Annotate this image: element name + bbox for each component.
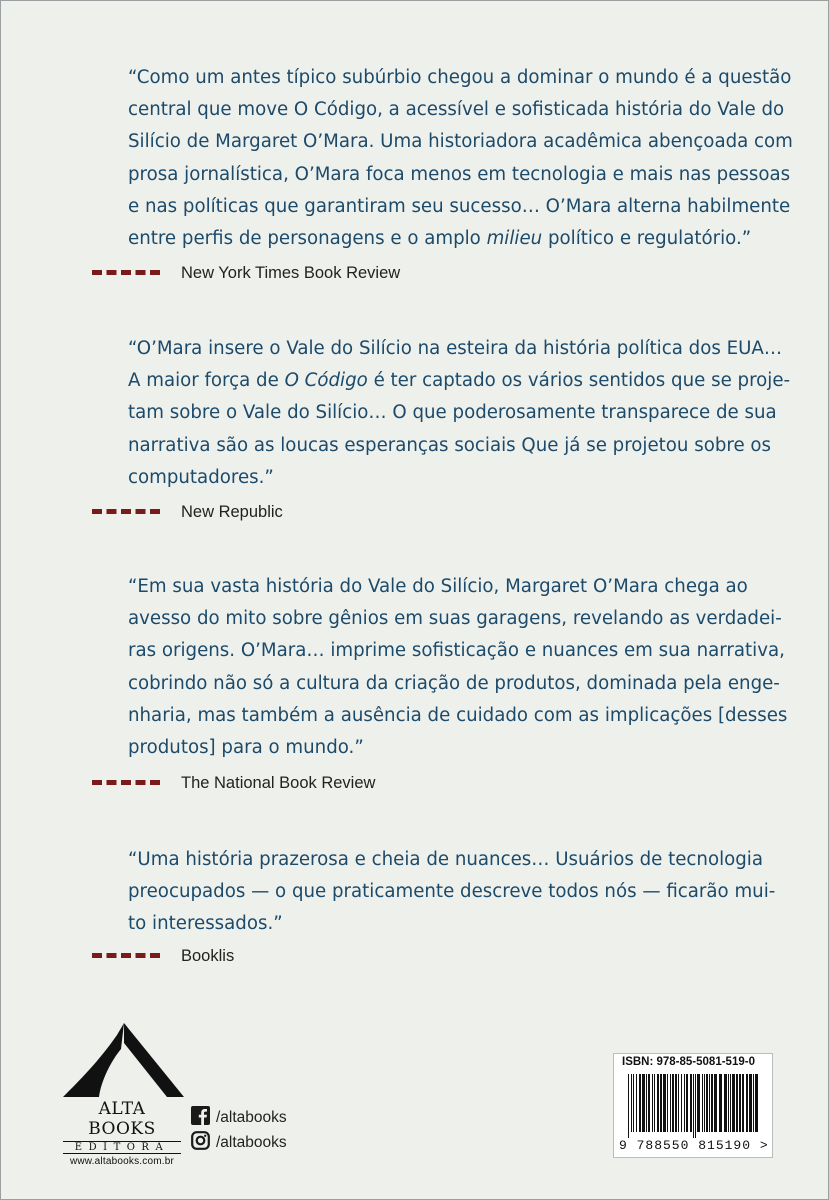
barcode-bar (672, 1074, 674, 1132)
quote-text: A maior força de (128, 370, 285, 392)
barcode-bar (660, 1074, 662, 1132)
quote-text: político e regulatório.” (542, 228, 752, 250)
quote-line: produtos] para o mundo.” (128, 737, 364, 759)
barcode-box (613, 1053, 773, 1158)
barcode-bar (652, 1074, 653, 1132)
dash (150, 509, 160, 514)
publisher-imprint: EDITORA (63, 1141, 181, 1154)
isbn-digits: 9 788550 815190 > (619, 1138, 769, 1153)
dash-ornament (92, 269, 164, 277)
publisher-name: ALTA BOOKS (88, 1099, 156, 1139)
dash (150, 270, 160, 275)
barcode-bar (648, 1074, 650, 1132)
quote-2 (128, 333, 791, 494)
quote-line: computadores.” (128, 466, 274, 488)
quote-line: preocupados — o que praticamente descreve todos nós — ficarão mui- (128, 881, 776, 903)
quote-source: The National Book Review (181, 774, 376, 792)
quote-source: New York Times Book Review (181, 264, 401, 282)
quote-line: e nas políticas que garantiram seu sucesso… O’Mara alterna habilmente (128, 195, 791, 217)
barcode-bar (657, 1074, 659, 1132)
dash (136, 509, 146, 514)
barcode-bar (724, 1074, 727, 1132)
barcode-bar (749, 1074, 752, 1132)
quote-line: cobrindo não só a cultura da criação de produtos, dominada pela enge- (128, 672, 780, 694)
quote-4 (128, 844, 776, 941)
barcode-bar (702, 1074, 703, 1132)
quote-3 (128, 571, 788, 764)
facebook-handle: /altabooks (216, 1109, 287, 1127)
barcode-bar (631, 1074, 632, 1132)
dash (136, 953, 146, 958)
quote-line: to interessados.” (128, 913, 283, 935)
instagram-handle: /altabooks (216, 1134, 287, 1152)
barcode-bar (678, 1074, 679, 1132)
barcode-bar (670, 1074, 671, 1132)
dash (92, 953, 102, 958)
barcode-bar (636, 1074, 637, 1132)
barcode-bar (695, 1074, 696, 1138)
dash (107, 953, 117, 958)
barcode-bar (681, 1074, 682, 1132)
barcode-bar (693, 1074, 694, 1138)
quote-line: prosa jornalística, O’Mara foca menos em tecnologia e mais nas pessoas (128, 163, 791, 185)
publisher-url[interactable]: www.altabooks.com.br (69, 1156, 175, 1167)
barcode-bar (642, 1074, 645, 1132)
dash-ornament (92, 952, 164, 960)
barcode-bar (690, 1074, 692, 1132)
dash (92, 509, 102, 514)
barcode-bar (742, 1074, 744, 1132)
dash (121, 953, 131, 958)
barcode-bar (646, 1074, 647, 1132)
barcode (628, 1074, 764, 1138)
quote-line: avesso do mito sobre gênios em suas garagens, revelando as verdadei- (128, 608, 782, 630)
quote-line (128, 365, 791, 397)
barcode-bar (697, 1074, 700, 1132)
quote-italic: milieu (486, 228, 543, 250)
barcode-bar (663, 1074, 666, 1132)
instagram-icon (191, 1131, 210, 1155)
barcode-bar (706, 1074, 708, 1132)
dash (121, 509, 131, 514)
dash-ornament (92, 779, 164, 787)
barcode-bar (753, 1074, 754, 1132)
dash (107, 270, 117, 275)
alta-books-logo-icon (59, 1021, 189, 1101)
barcode-bar (704, 1074, 705, 1132)
publisher-brand (63, 1099, 181, 1167)
quote-line: narrativa são as loucas esperanças sociais Que já se projetou sobre os (128, 434, 772, 456)
barcode-bar (711, 1074, 713, 1132)
dash (150, 953, 160, 958)
barcode-bar (730, 1074, 731, 1132)
quote-line: central que move O Código, a acessível e sofisticada história do Vale do (128, 99, 785, 121)
quote-line: Silício de Margaret O’Mara. Uma historiadora acadêmica abençoada com (128, 131, 793, 153)
barcode-bar (755, 1074, 758, 1132)
barcode-bar (654, 1074, 655, 1132)
quote-text: é ter captado os vários sentidos que se proje- (367, 370, 791, 392)
quote-italic: O Código (284, 370, 368, 392)
dash (121, 270, 131, 275)
facebook-link[interactable] (191, 1106, 287, 1130)
dash (107, 509, 117, 514)
quote-line: ras origens. O’Mara… imprime sofisticação e nuances em sua narrativa, (128, 640, 785, 662)
barcode-bar (684, 1074, 685, 1132)
barcode-bar (728, 1074, 729, 1132)
barcode-bar (639, 1074, 641, 1132)
quote-text: entre perfis de personagens e o amplo (128, 228, 487, 250)
quote-line: “O’Mara insere o Vale do Silício na esteira da história política dos EUA… (128, 338, 783, 359)
quote-line: tam sobre o Vale do Silício… O que poderosamente transparece de sua (128, 402, 777, 424)
barcode-bar (675, 1074, 677, 1132)
isbn-label: ISBN: 978-85-5081-519-0 (622, 1056, 755, 1068)
barcode-bar (736, 1074, 738, 1132)
dash (92, 270, 102, 275)
quote-line: “Em sua vasta história do Vale do Silício, Margaret O’Mara chega ao (128, 576, 748, 597)
dash (136, 270, 146, 275)
barcode-bar (628, 1074, 629, 1138)
facebook-icon (191, 1106, 210, 1130)
barcode-bar (746, 1074, 748, 1132)
barcode-bar (714, 1074, 717, 1132)
instagram-link[interactable] (191, 1131, 287, 1155)
barcode-bar (667, 1074, 668, 1132)
dash (136, 780, 146, 785)
barcode-bar (686, 1074, 688, 1132)
quote-line (128, 223, 752, 255)
quote-1 (128, 62, 793, 255)
barcode-bar (732, 1074, 735, 1132)
dash (150, 780, 160, 785)
dash (92, 780, 102, 785)
barcode-bar (633, 1074, 634, 1132)
quote-line: “Como um antes típico subúrbio chegou a dominar o mundo é a questão (128, 67, 792, 88)
quote-source: Booklis (181, 947, 235, 965)
quote-line: “Uma história prazerosa e cheia de nuances… Usuários de tecnologia (128, 849, 763, 870)
quote-line: nharia, mas também a ausência de cuidado com as implicações [desses (128, 704, 788, 726)
dash (121, 780, 131, 785)
barcode-bar (719, 1074, 722, 1132)
dash-ornament (92, 508, 164, 516)
dash (107, 780, 117, 785)
quote-source: New Republic (181, 503, 283, 521)
barcode-bar (739, 1074, 741, 1132)
barcode-bar (709, 1074, 710, 1132)
